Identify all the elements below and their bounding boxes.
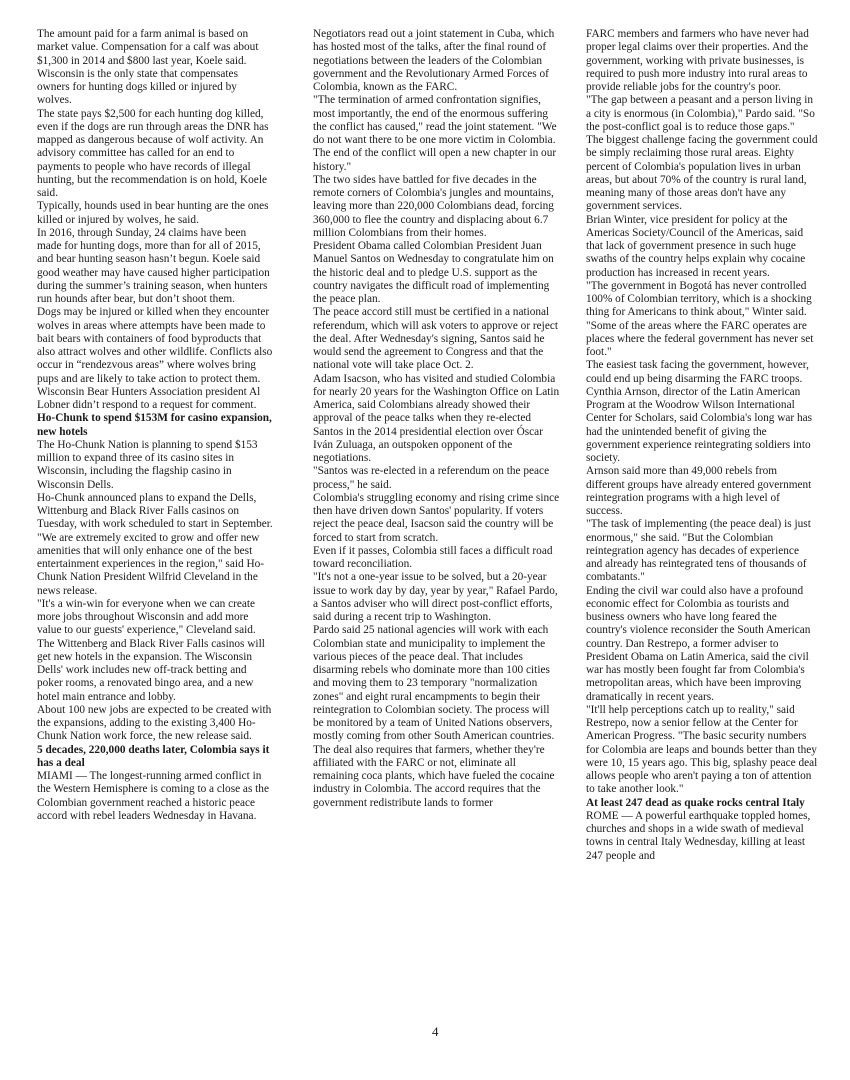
article-column-3	[586, 28, 818, 863]
article-paragraph: Arnson said more than 49,000 rebels from different groups have already entered government reintegration programs with a high level of success.	[586, 465, 812, 517]
article-paragraph: "Santos was re-elected in a referendum on the peace process," he said.	[313, 465, 550, 491]
article-paragraph: The Wittenberg and Black River Falls casinos will get new hotels in the expansion. The Wisconsin Dells' work includes new off-track betting and poker rooms, a renovated bingo area, and a new hotel main entrance and lobby.	[37, 637, 265, 703]
article-paragraph: "It's not a one-year issue to be solved, but a 20-year issue to work day by day, year by year," Rafael Pardo, a Santos adviser who will direct post-conflict efforts, said during a recent trip to Washington.	[313, 571, 558, 623]
article-paragraph: The state pays $2,500 for each hunting dog killed, even if the dogs are run through areas the DNR has mapped as dangerous because of wolf activity. An advisory committee has called for an end to payments to people who have records of illegal hunting, but the recommendation is on hold, Koele said.	[37, 107, 269, 199]
article-paragraph: Dogs may be injured or killed when they encounter wolves in areas where attempts have been made to bait bears with containers of food byproducts that also attract wolves and other wildlife. Conflicts also occur in “rendezvous areas” where wolves bring pups and are likely to take action to protect them.	[37, 306, 273, 385]
article-paragraph: The biggest challenge facing the government could be simply reclaiming those rural areas. Eighty percent of Colombia's population lives in urban areas, but about 70% of the country is rural land, meaning many of those areas don't have any government services.	[586, 134, 818, 213]
article-paragraph: ROME — A powerful earthquake toppled homes, churches and shops in a wide swath of medieval towns in central Italy Wednesday, killing at least 247 people and	[586, 809, 811, 862]
article-paragraph: Wisconsin Bear Hunters Association president Al Lobner didn’t respond to a request for comment.	[37, 385, 261, 411]
article-paragraph: "The termination of armed confrontation signifies, most importantly, the end of the enormous suffering the conflict has caused," read the joint statement. "We do not want there to be one more victim in Colombia. The end of the conflict will open a new chapter in our history."	[313, 94, 557, 173]
article-paragraph: Ho-Chunk announced plans to expand the Dells, Wittenburg and Black River Falls casinos on Tuesday, with work scheduled to start in September.	[37, 491, 273, 531]
article-paragraph: Adam Isacson, who has visited and studied Colombia for nearly 20 years for the Washington Office on Latin America, said Colombians already showed their approval of the peace talks when they re-elected Santos in the 2014 presidential election over Óscar Iván Zuluaga, an outspoken opponent of the negotiations.	[313, 372, 560, 464]
article-headline: Ho-Chunk to spend $153M for casino expansion, new hotels	[37, 412, 272, 438]
article-paragraph: "We are extremely excited to grow and offer new amenities that will only enhance one of the best entertainment experiences in the region," said Ho-Chunk Nation President Wilfrid Cleveland in the news release.	[37, 531, 265, 597]
article-paragraph: "The gap between a peasant and a person living in a city is enormous (in Colombia)," Pardo said. "So the post-conflict goal is to reduce those gaps."	[586, 94, 815, 133]
article-column-1	[37, 28, 273, 823]
article-paragraph: "It'll help perceptions catch up to reality," said Restrepo, now a senior fellow at the Center for American Progress. "The basic security numbers for Colombia are leaps and bounds better than they were 10, 15 years ago. This big, splashy peace deal allows people who aren't paying a ton of attention to take another look."	[586, 703, 818, 796]
article-paragraph: Typically, hounds used in bear hunting are the ones killed or injured by wolves, he said.	[37, 200, 269, 226]
article-headline: At least 247 dead as quake rocks central Italy	[586, 796, 805, 809]
article-paragraph: "The government in Bogotá has never controlled 100% of Colombian territory, which is a shocking thing for Americans to think about," Winter said. "Some of the areas where the FARC operates are places where the federal government has never set foot."	[586, 279, 814, 358]
article-headline: 5 decades, 220,000 deaths later, Colombia says it has a deal	[37, 743, 270, 769]
article-paragraph: Wisconsin is the only state that compensates owners for hunting dogs killed or injured by wolves.	[37, 67, 238, 107]
article-paragraph: Brian Winter, vice president for policy at the Americas Society/Council of the Americas, said that lack of government presence in such huge swaths of the country helps explain why cocaine production has increased in recent years.	[586, 213, 806, 279]
article-paragraph: The easiest task facing the government, however, could end up being disarming the FARC troops. Cynthia Arnson, director of the Latin American Program at the Woodrow Wilson International Center for Scholars, said Colombia's long war has had the unintended benefit of giving the government experience reintegrating soldiers into society.	[586, 359, 813, 464]
article-paragraph: The peace accord still must be certified in a national referendum, which will ask voters to approve or reject the deal. After Wednesday's signing, Santos said he would send the agreement to Congress and that the national vote will take place Oct. 2.	[313, 306, 558, 372]
article-paragraph: President Obama called Colombian President Juan Manuel Santos on Wednesday to congratulate him on the historic deal and to pledge U.S. support as the country navigates the difficult road of implementing the peace plan.	[313, 240, 554, 305]
article-paragraph: Even if it passes, Colombia still faces a difficult road toward reconciliation.	[313, 544, 553, 570]
article-paragraph: "The task of implementing (the peace deal) is just enormous," she said. "But the Colombian reintegration agency has decades of experience and already has reintegrated tens of thousands of combatants."	[586, 518, 811, 584]
article-paragraph: Pardo said 25 national agencies will work with each Colombian state and municipality to implement the various pieces of the peace deal. That includes disarming rebels who dominate more than 100 cities and moving them to 23 temporary "normalization zones" and eight rural encampments to begin their reintegration to Colombian society. The process will be monitored by a team of United Nations observers, mostly coming from other South American countries.	[313, 624, 555, 743]
article-paragraph: Colombia's struggling economy and rising crime since then have driven down Santos' popularity. If voters reject the peace deal, Isacson said the country will be forced to start from scratch.	[313, 491, 560, 544]
article-column-2	[313, 28, 560, 810]
article-paragraph: FARC members and farmers who have never had proper legal claims over their properties. And the government, working with private businesses, is required to push more industry into rural areas to provide reliable jobs for the country's poor.	[586, 28, 809, 93]
article-paragraph: The amount paid for a farm animal is based on market value. Compensation for a calf was about $1,300 in 2014 and $800 last year, Koele said.	[37, 28, 259, 67]
article-paragraph: Ending the civil war could also have a profound economic effect for Colombia as tourists and business owners who have long feared the country's violence reconsider the South American country. Dan Restrepo, a former adviser to President Obama on Latin America, said the civil war has mostly been fought far from Colombia's metropolitan areas, which have been improving dramatically in recent years.	[586, 584, 811, 703]
article-paragraph: MIAMI — The longest-running armed conflict in the Western Hemisphere is coming to a close as the Colombian government reached a historic peace accord with rebel leaders Wednesday in Havana.	[37, 770, 269, 822]
page-number: 4	[432, 1024, 439, 1039]
article-paragraph: "It's a win-win for everyone when we can create more jobs throughout Wisconsin and add more value to our guests' experience," Cleveland said.	[37, 597, 256, 637]
article-paragraph: The two sides have battled for five decades in the remote corners of Colombia's jungles and mountains, leaving more than 220,000 Colombians dead, forcing 360,000 to flee the country and displacing about 6.7 million Colombians from their homes.	[313, 173, 554, 239]
article-paragraph: The deal also requires that farmers, whether they're affiliated with the FARC or not, eliminate all remaining coca plants, which have fueled the cocaine industry in Colombia. The accord requires that the government redistribute lands to former	[313, 743, 555, 809]
article-paragraph: The Ho-Chunk Nation is planning to spend $153 million to expand three of its casino sites in Wisconsin, including the flagship casino in Wisconsin Dells.	[37, 438, 258, 491]
article-paragraph: In 2016, through Sunday, 24 claims have been made for hunting dogs, more than for all of 2015, and bear hunting season hasn’t begun. Koele said good weather may have caused higher participation during the summer’s training season, when hunters run hounds after bear, but don’t shoot them.	[37, 226, 270, 305]
article-paragraph: Negotiators read out a joint statement in Cuba, which has hosted most of the talks, after the final round of negotiations between the leaders of the Colombian government and the Revolutionary Armed Forces of Colombia, known as the FARC.	[313, 28, 555, 93]
article-paragraph: About 100 new jobs are expected to be created with the expansions, adding to the existing 3,400 Ho-Chunk Nation work force, the new release said.	[37, 703, 272, 743]
